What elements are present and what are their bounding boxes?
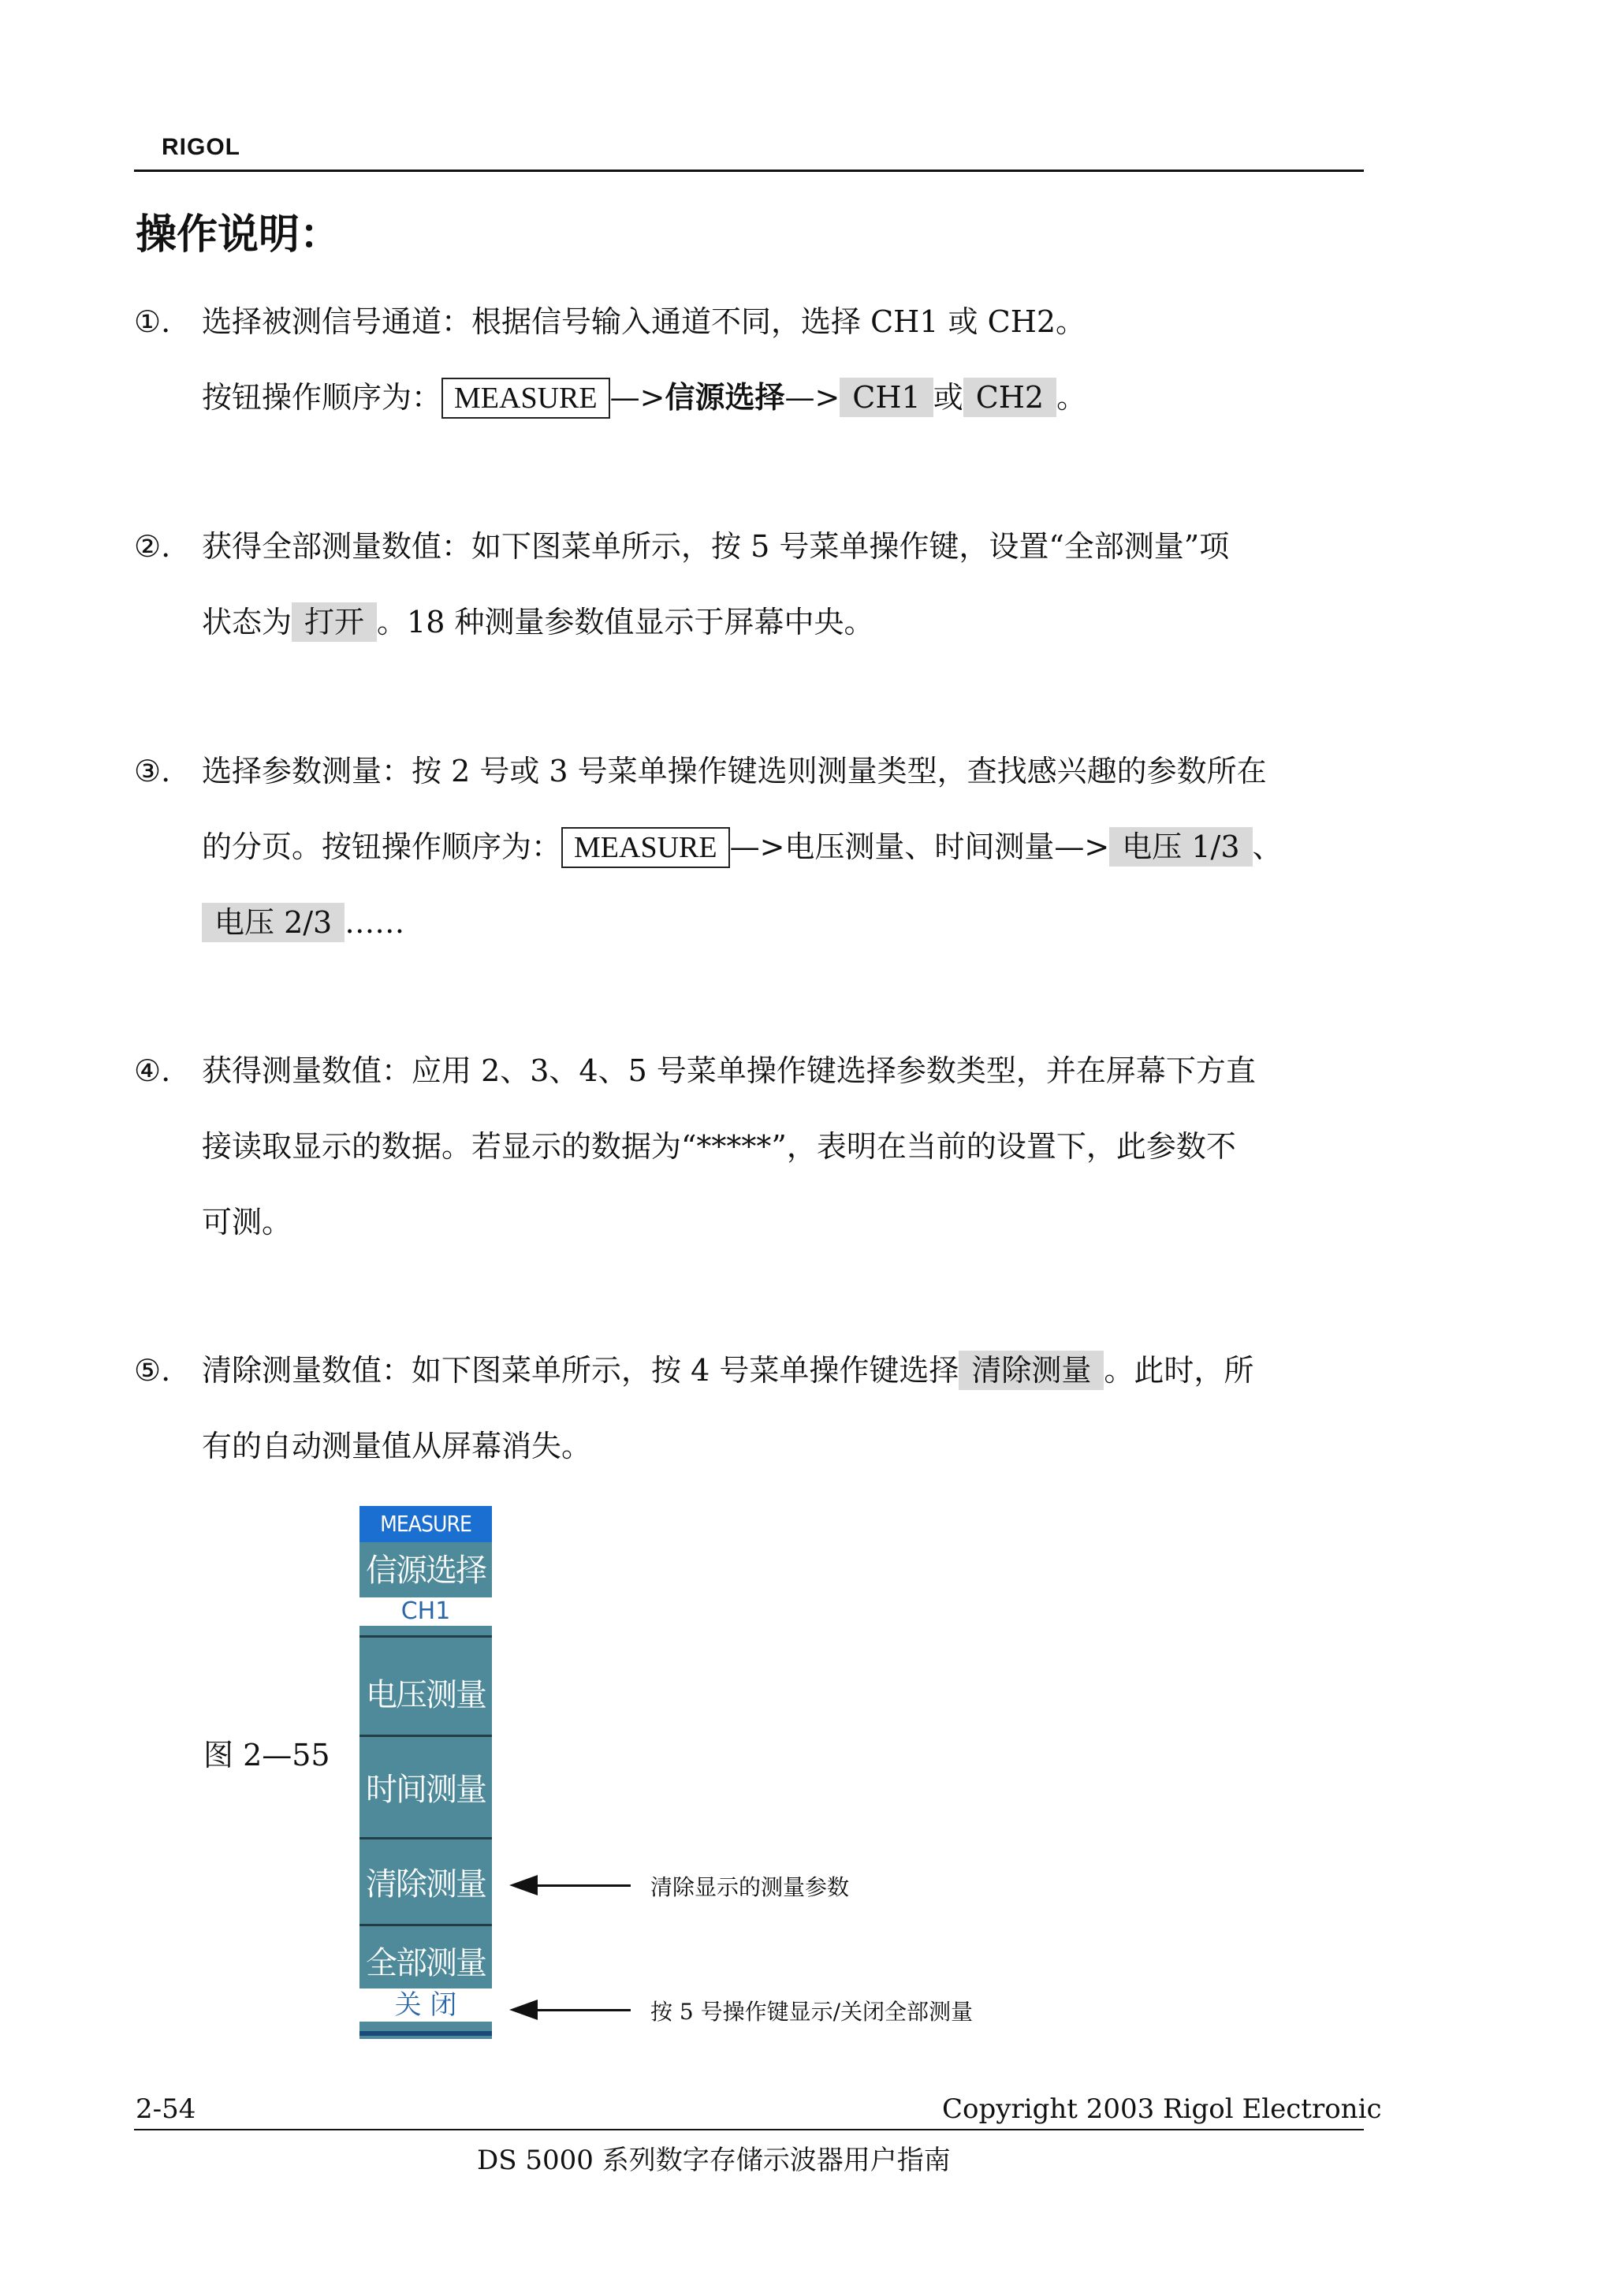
- softkey-open: 打开: [292, 602, 377, 642]
- step-4: [134, 1033, 1364, 1260]
- step-3-line-3: [134, 885, 1364, 960]
- annotation-clear: 清除显示的测量参数: [650, 1874, 850, 1900]
- menu-value-ch1: CH1: [359, 1597, 492, 1626]
- measure-key: MEASURE: [441, 378, 610, 419]
- step-1: [134, 284, 1364, 435]
- section-title: 操作说明：: [136, 211, 341, 259]
- step-4-line-3: 可测。: [202, 1205, 292, 1239]
- step-text: —>电压测量、时间测量—>: [729, 829, 1110, 864]
- step-text: ……: [345, 905, 405, 940]
- step-text: 或: [933, 380, 963, 415]
- arrow-line: [536, 2009, 631, 2011]
- step-text: 选择参数测量：按 2 号或 3 号菜单操作键选则测量类型，查找感兴趣的参数所在: [202, 754, 1267, 788]
- softkey-voltage-1-3: 电压 1/3: [1109, 827, 1252, 867]
- menu-item-source[interactable]: 信源选择: [366, 1552, 486, 1589]
- menu-value-off: 关 闭: [359, 1988, 492, 2022]
- header-brand: RIGOL: [162, 134, 240, 160]
- step-text: 。18 种测量参数值显示于屏幕中央。: [377, 605, 874, 639]
- arrow-text: —>: [609, 380, 665, 415]
- step-text: 。: [1056, 380, 1087, 415]
- menu-item-all[interactable]: 全部测量: [366, 1945, 486, 1981]
- softkey-clear-measure: 清除测量: [959, 1351, 1104, 1390]
- arrow-line: [536, 1884, 631, 1887]
- step-text: 、: [1252, 829, 1283, 864]
- step-text: 选择被测信号通道：根据信号输入通道不同，选择 CH1 或 CH2。: [202, 304, 1086, 339]
- annotation-toggle-all: 按 5 号操作键显示/关闭全部测量: [650, 1999, 974, 2025]
- step-text: 。此时，所: [1104, 1353, 1254, 1388]
- softkey-voltage-2-3: 电压 2/3: [202, 903, 345, 942]
- step-text: 按钮操作顺序为：: [202, 380, 442, 415]
- arrow-text: —>: [784, 380, 840, 415]
- arrow-left-icon: [509, 2000, 538, 2020]
- step-text: 获得测量数值：应用 2、3、4、5 号菜单操作键选择参数类型，并在屏幕下方直: [202, 1053, 1256, 1088]
- step-5-line-2: 有的自动测量值从屏幕消失。: [202, 1429, 592, 1463]
- softkey-ch1: CH1: [840, 378, 933, 417]
- step-4-line-2: 接读取显示的数据。若显示的数据为“*****”，表明在当前的设置下，此参数不: [202, 1129, 1236, 1164]
- step-5: [134, 1332, 1364, 1484]
- step-3-line-2: [134, 809, 1364, 885]
- step-number: ③.: [134, 754, 171, 788]
- menu-title: MEASURE: [359, 1506, 492, 1542]
- step-text: 清除测量数值：如下图菜单所示，按 4 号菜单操作键选择: [202, 1353, 959, 1388]
- step-number: ②.: [134, 529, 171, 564]
- menu-divider: [359, 1735, 492, 1737]
- step-5-line-1: [134, 1332, 1364, 1408]
- page-number: 2-54: [136, 2093, 196, 2125]
- step-number: ④.: [134, 1053, 171, 1088]
- menu-item-time[interactable]: 时间测量: [366, 1772, 486, 1808]
- menu-item-clear[interactable]: 清除测量: [366, 1866, 486, 1903]
- step-number: ⑤.: [134, 1353, 171, 1388]
- menu-item-voltage[interactable]: 电压测量: [366, 1677, 486, 1713]
- figure-label: 图 2—55: [203, 1738, 330, 1772]
- measure-menu: [359, 1506, 492, 2039]
- step-1-line-2: [134, 360, 1364, 435]
- menu-divider: [359, 1837, 492, 1839]
- step-text: 获得全部测量数值：如下图菜单所示，按 5 号菜单操作键，设置“全部测量”项: [202, 529, 1230, 564]
- step-3-line-1: [134, 733, 1364, 809]
- step-2-line-1: [134, 509, 1364, 584]
- softkey-ch2: CH2: [963, 378, 1056, 417]
- footer-rule: [134, 2129, 1364, 2130]
- step-3: [134, 733, 1364, 960]
- menu-name-text: 信源选择: [665, 379, 785, 415]
- step-4-line-1: [134, 1033, 1364, 1109]
- step-2: [134, 509, 1364, 660]
- step-text: 状态为: [202, 605, 292, 639]
- menu-divider: [359, 1635, 492, 1638]
- step-text: 的分页。按钮操作顺序为：: [202, 829, 562, 864]
- menu-divider: [359, 1924, 492, 1926]
- measure-key: MEASURE: [561, 827, 730, 868]
- step-number: ①.: [134, 304, 171, 339]
- step-2-line-2: [134, 584, 1364, 660]
- footer-title: DS 5000 系列数字存储示波器用户指南: [477, 2145, 951, 2176]
- menu-bottom-bar: [359, 2031, 492, 2036]
- header-rule: [134, 170, 1364, 172]
- step-1-line-1: [134, 284, 1364, 360]
- copyright: Copyright 2003 Rigol Electronic: [942, 2093, 1382, 2125]
- arrow-left-icon: [509, 1875, 538, 1895]
